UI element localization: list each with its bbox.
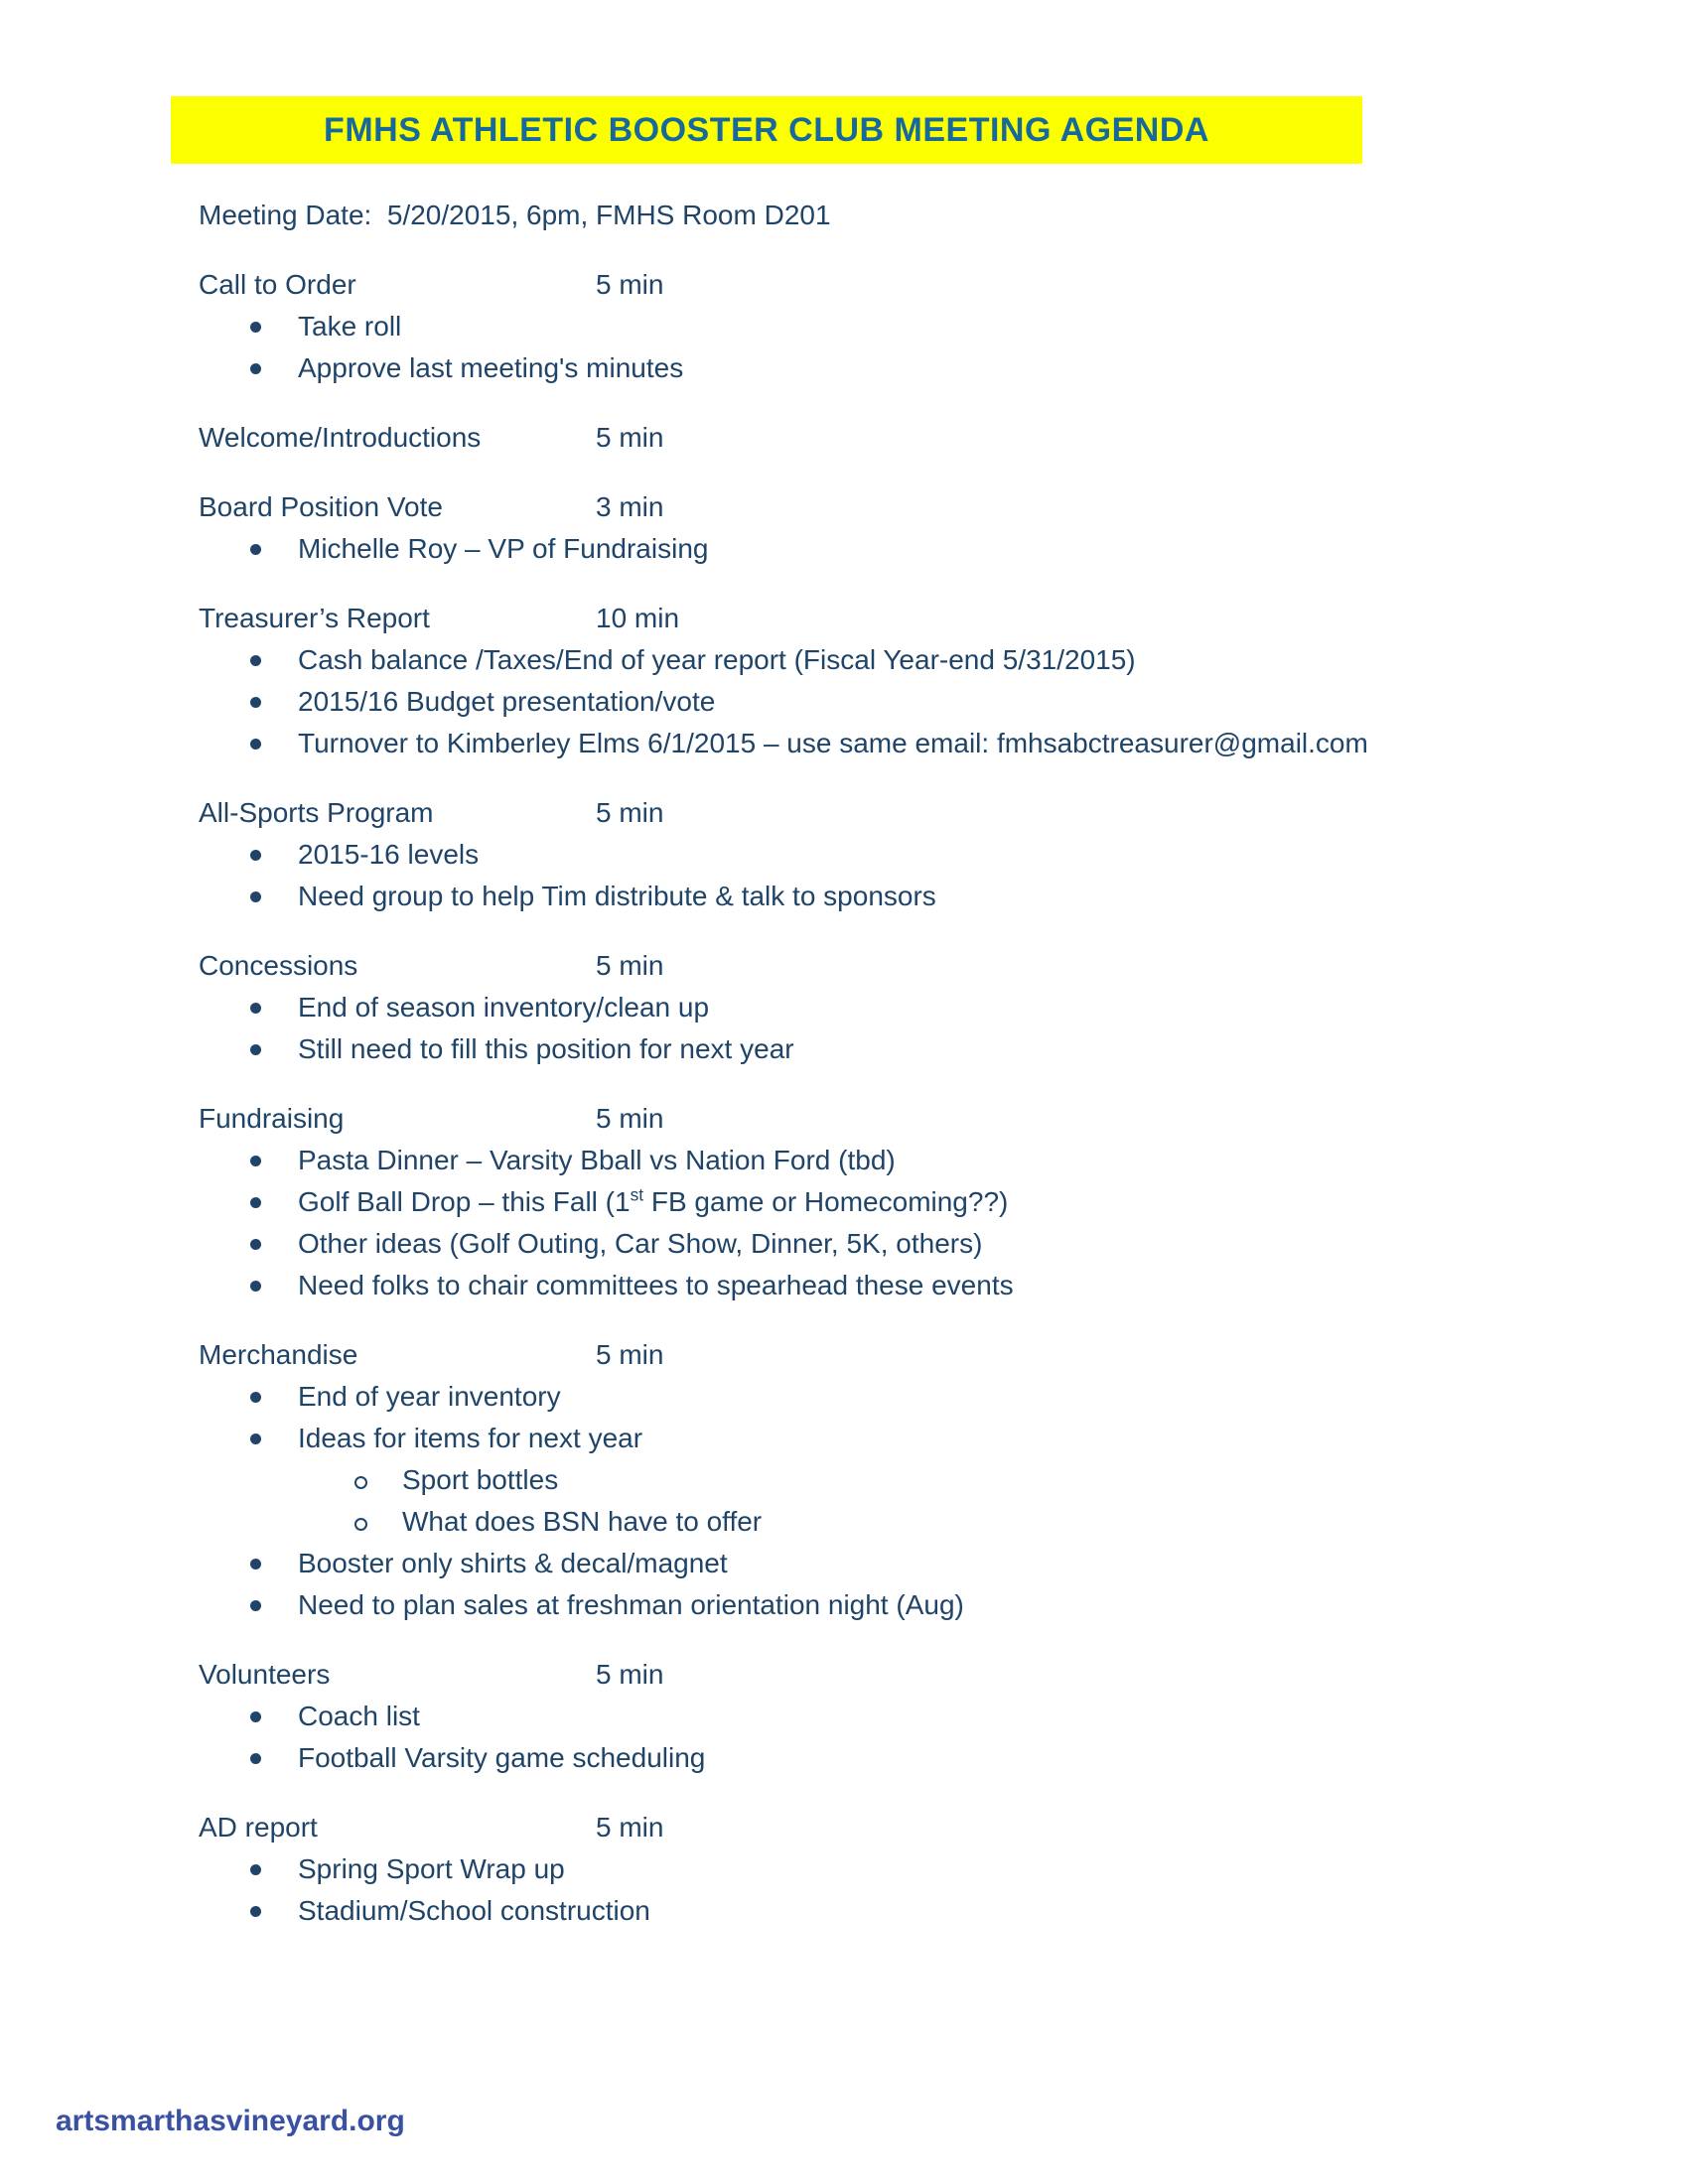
bullet-dot-icon (250, 1156, 261, 1166)
agenda-body (199, 195, 1519, 1932)
bullet-circle-icon (354, 1476, 367, 1489)
agenda-subitem (199, 1501, 1519, 1543)
bullet-dot-icon (250, 739, 261, 750)
section-time: 5 min (596, 1103, 664, 1134)
agenda-item (199, 306, 1519, 347)
bullet-dot-icon (250, 1003, 261, 1014)
agenda-item (199, 1028, 1519, 1070)
agenda-item-text: Other ideas (Golf Outing, Car Show, Dinner, 5K, others) (298, 1228, 983, 1259)
bullet-dot-icon (250, 1392, 261, 1403)
agenda-item-text: Sport bottles (402, 1464, 559, 1495)
section-title: Treasurer’s Report (199, 603, 430, 633)
bullet-dot-icon (250, 1600, 261, 1611)
agenda-item-text: Stadium/School construction (298, 1895, 650, 1926)
section-time: 5 min (596, 950, 664, 981)
section-time: 10 min (596, 603, 680, 633)
section-time: 5 min (596, 269, 664, 300)
bullet-dot-icon (250, 322, 261, 333)
agenda-item-text: Coach list (298, 1701, 420, 1731)
agenda-item (199, 1696, 1519, 1737)
section-title: Board Position Vote (199, 491, 443, 522)
agenda-item-text: Turnover to Kimberley Elms 6/1/2015 – use same email: fmhsabctreasurer@gmail.com (298, 728, 1368, 758)
agenda-section (199, 792, 1519, 917)
bullet-circle-icon (354, 1518, 367, 1531)
agenda-section (199, 945, 1519, 1070)
agenda-item (199, 1543, 1519, 1584)
agenda-item-text: Need group to help Tim distribute & talk to sponsors (298, 881, 936, 911)
section-header (199, 417, 1519, 459)
agenda-item-text: Need to plan sales at freshman orientation night (Aug) (298, 1589, 964, 1620)
agenda-section (199, 1807, 1519, 1932)
bullet-dot-icon (250, 1239, 261, 1250)
agenda-item-text: 2015/16 Budget presentation/vote (298, 686, 716, 717)
section-header (199, 945, 1519, 987)
bullet-dot-icon (250, 655, 261, 666)
section-time: 5 min (596, 1659, 664, 1690)
agenda-item-text: Football Varsity game scheduling (298, 1742, 706, 1773)
section-title: Fundraising (199, 1103, 345, 1134)
agenda-item (199, 528, 1519, 570)
bullet-dot-icon (250, 1753, 261, 1764)
section-title: Concessions (199, 950, 358, 981)
agenda-item (199, 1223, 1519, 1265)
agenda-item-text (298, 1186, 1008, 1217)
agenda-item-text: What does BSN have to offer (402, 1506, 763, 1537)
bullet-dot-icon (250, 1281, 261, 1292)
superscript-text: st (630, 1184, 644, 1205)
section-header (199, 598, 1519, 639)
agenda-item-text-segment: FB game or Homecoming??) (643, 1186, 1009, 1217)
agenda-item-text: Spring Sport Wrap up (298, 1853, 565, 1884)
agenda-sections (199, 264, 1519, 1932)
section-title: AD report (199, 1812, 318, 1843)
bullet-dot-icon (250, 850, 261, 861)
bullet-dot-icon (250, 1559, 261, 1570)
bullet-dot-icon (250, 891, 261, 902)
section-time: 5 min (596, 1339, 664, 1370)
section-time: 5 min (596, 422, 664, 453)
section-title: All-Sports Program (199, 797, 434, 828)
agenda-item (199, 987, 1519, 1028)
section-title: Volunteers (199, 1659, 331, 1690)
agenda-item (199, 1890, 1519, 1932)
section-header (199, 264, 1519, 306)
title-banner (171, 96, 1362, 164)
agenda-section (199, 1098, 1519, 1306)
bullet-dot-icon (250, 363, 261, 374)
agenda-item-text-segment: Golf Ball Drop – this Fall (1 (298, 1186, 631, 1217)
section-time: 5 min (596, 1812, 664, 1843)
agenda-section (199, 1334, 1519, 1626)
agenda-section (199, 598, 1519, 764)
agenda-section (199, 264, 1519, 389)
section-title: Welcome/Introductions (199, 422, 482, 453)
agenda-item-text: Cash balance /Taxes/End of year report (Fiscal Year-end 5/31/2015) (298, 644, 1136, 675)
agenda-item-text: End of year inventory (298, 1381, 561, 1412)
agenda-item (199, 1181, 1519, 1223)
agenda-item (199, 834, 1519, 876)
section-title: Call to Order (199, 269, 356, 300)
section-time: 3 min (596, 491, 664, 522)
agenda-item-text: Booster only shirts & decal/magnet (298, 1548, 728, 1578)
agenda-item (199, 639, 1519, 681)
bullet-dot-icon (250, 1906, 261, 1917)
agenda-item-text: Ideas for items for next year (298, 1423, 643, 1453)
section-title: Merchandise (199, 1339, 358, 1370)
meeting-date-line: Meeting Date: 5/20/2015, 6pm, FMHS Room D201 (199, 200, 831, 230)
agenda-item (199, 1737, 1519, 1779)
agenda-item-text: Pasta Dinner – Varsity Bball vs Nation Ford (tbd) (298, 1145, 896, 1175)
page-title: FMHS ATHLETIC BOOSTER CLUB MEETING AGENDA (324, 110, 1209, 149)
section-header (199, 1098, 1519, 1140)
bullet-dot-icon (250, 1711, 261, 1722)
agenda-item-text: Approve last meeting's minutes (298, 352, 684, 383)
agenda-item (199, 1584, 1519, 1626)
agenda-item (199, 681, 1519, 723)
bullet-dot-icon (250, 697, 261, 708)
bullet-dot-icon (250, 1864, 261, 1875)
section-header (199, 1654, 1519, 1696)
agenda-section (199, 417, 1519, 459)
agenda-subitem (199, 1459, 1519, 1501)
section-header (199, 792, 1519, 834)
bullet-dot-icon (250, 1197, 261, 1208)
agenda-item (199, 1376, 1519, 1418)
footer-link[interactable]: artsmarthasvineyard.org (56, 2105, 405, 2137)
section-header (199, 486, 1519, 528)
agenda-item-text: Take roll (298, 311, 402, 341)
agenda-item-text: Michelle Roy – VP of Fundraising (298, 533, 709, 564)
bullet-dot-icon (250, 1433, 261, 1444)
section-header (199, 1334, 1519, 1376)
agenda-section (199, 1654, 1519, 1779)
section-time: 5 min (596, 797, 664, 828)
agenda-item (199, 347, 1519, 389)
agenda-item (199, 1140, 1519, 1181)
agenda-item-text: Still need to fill this position for next year (298, 1033, 794, 1064)
agenda-item (199, 1418, 1519, 1459)
bullet-dot-icon (250, 1044, 261, 1055)
agenda-item-text: End of season inventory/clean up (298, 992, 710, 1023)
agenda-item-text: 2015-16 levels (298, 839, 480, 870)
agenda-item-text: Need folks to chair committees to spearhead these events (298, 1270, 1014, 1300)
agenda-item (199, 1848, 1519, 1890)
agenda-section (199, 486, 1519, 570)
agenda-item (199, 723, 1519, 764)
agenda-item (199, 876, 1519, 917)
bullet-dot-icon (250, 544, 261, 555)
agenda-item (199, 1265, 1519, 1306)
section-header (199, 1807, 1519, 1848)
